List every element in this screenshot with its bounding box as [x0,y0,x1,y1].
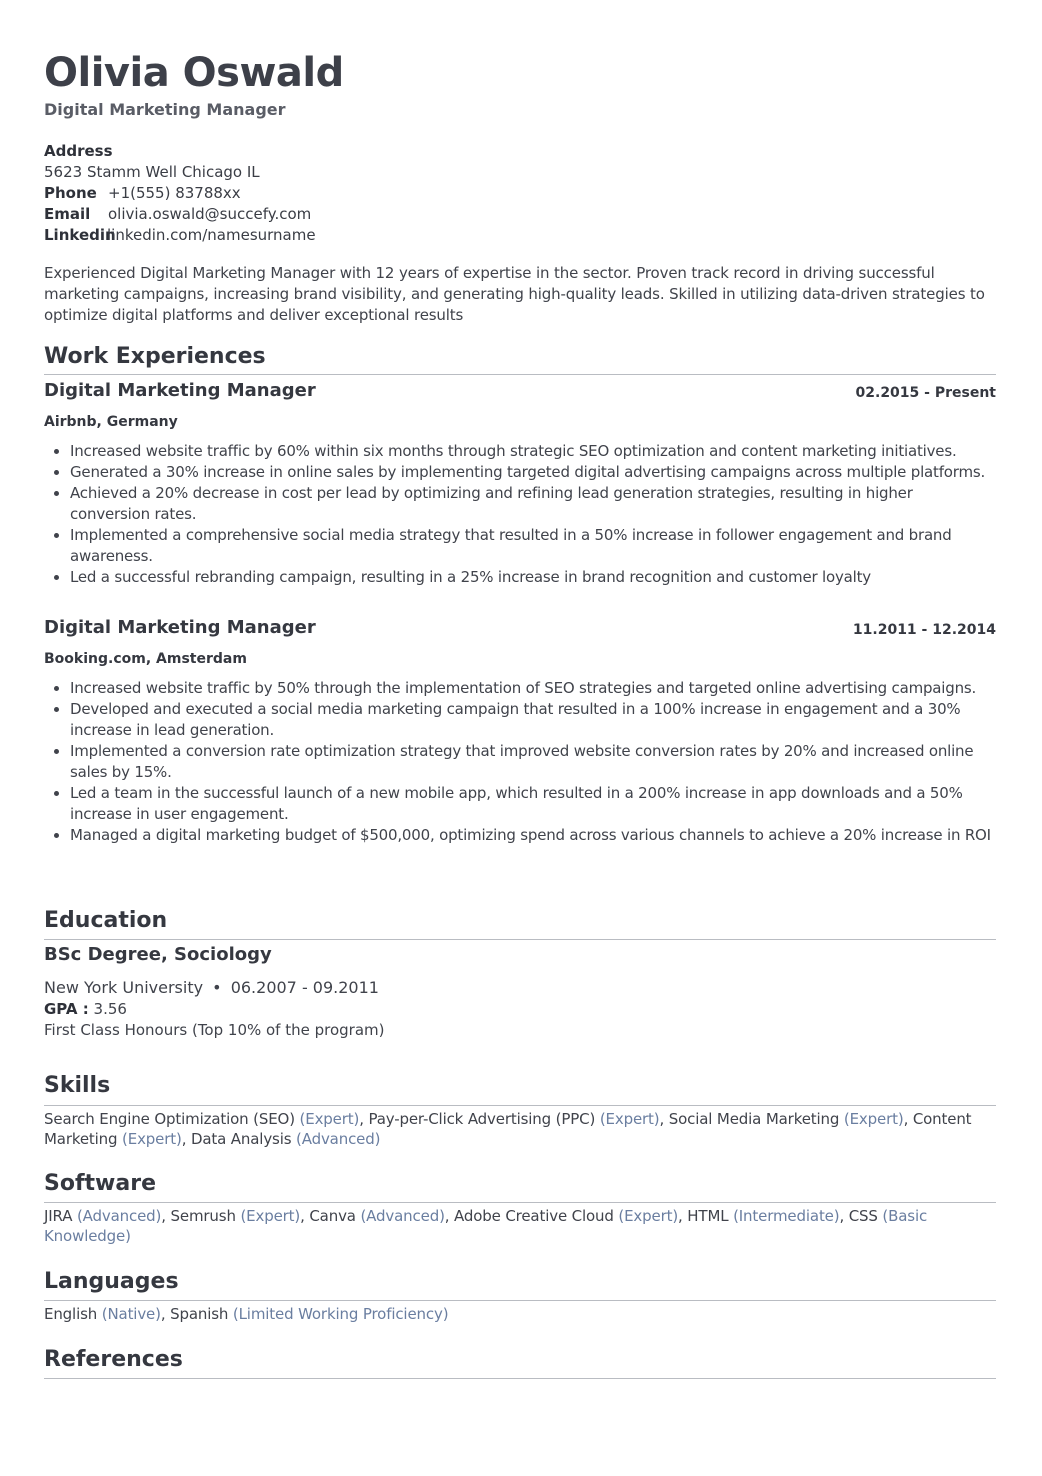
skill-name: Content Marketing [44,1110,972,1148]
software-list: JIRA (Advanced), Semrush (Expert), Canva (Advanced), Adobe Creative Cloud (Expert), HTML (Intermediate), CSS (Basic Knowledge) [44,1207,928,1245]
language-level: (Native) [101,1305,161,1323]
skill-name: Social Media Marketing [668,1110,840,1128]
skill-name: Pay-per-Click Advertising (PPC) [368,1110,596,1128]
candidate-title: Digital Marketing Manager [44,100,286,119]
job-dates: 11.2011 - 12.2014 [852,622,996,638]
education-section-title: Education [44,908,168,933]
list-item: • Implemented a comprehensive social media strategy that resulted in a 50% increase in follower engagement and brand awareness. [70,525,996,567]
skill-level: (Expert) [122,1130,182,1148]
skill-level: (Expert) [843,1110,904,1128]
job-dates: 02.2015 - Present [855,385,996,401]
skills-section-divider [44,1105,996,1106]
skills-list: Search Engine Optimization (SEO) (Expert), Pay-per-Click Advertising (PPC) (Expert), Social Media Marketing (Expert), Content Marketing (Expert), Data Analysis (Advanced) [44,1110,972,1148]
software-level: (Basic Knowledge) [44,1207,928,1245]
gpa-line [44,999,127,1020]
job-role: Digital Marketing Manager [44,380,316,401]
education-section-divider [44,939,996,940]
job-role: Digital Marketing Manager [44,617,316,638]
software-section-divider [44,1202,996,1203]
language-name: Spanish [170,1305,229,1323]
email-label: Email [44,205,91,223]
software-level: (Advanced) [360,1207,445,1225]
software-level: (Advanced) [76,1207,162,1225]
school-name: New York University [44,978,204,997]
phone-label: Phone [44,184,97,202]
references-section-title: References [44,1347,183,1372]
linkedin-value[interactable]: linkedin.com/namesurname [107,226,316,244]
list-item: • Developed and executed a social media marketing campaign that resulted in a 100% increase in engagement and a 30% increase in lead generation. [70,699,996,741]
candidate-name: Olivia Oswald [44,50,344,96]
work-section-divider [44,374,996,375]
skill-name: Search Engine Optimization (SEO) [44,1110,295,1128]
software-name: JIRA [44,1207,73,1225]
software-level: (Intermediate) [733,1207,840,1225]
software-level: (Expert) [240,1207,301,1225]
languages-section-title: Languages [44,1269,179,1294]
list-item: • Led a team in the successful launch of a new mobile app, which resulted in a 200% increase in app downloads and a 50% increase in user engagement. [70,783,996,825]
software-section-title: Software [44,1171,156,1196]
software-name: Semrush [170,1207,236,1225]
skill-level: (Advanced) [296,1130,381,1148]
skill-level: (Expert) [599,1110,660,1128]
honours-line: First Class Honours (Top 10% of the program) [44,1021,385,1039]
separator-dot: • [212,978,222,997]
languages-section-divider [44,1300,996,1301]
language-name: English [44,1305,98,1323]
address-value: 5623 Stamm Well Chicago IL [44,163,260,181]
list-item: • Generated a 30% increase in online sales by implementing targeted digital advertising campaigns across multiple platforms. [70,462,996,483]
skill-name: Data Analysis [190,1130,292,1148]
software-name: Adobe Creative Cloud [454,1207,614,1225]
degree-title: BSc Degree, Sociology [44,944,272,965]
software-name: CSS [848,1207,878,1225]
list-item: • Achieved a 20% decrease in cost per lead by optimizing and refining lead generation strategies, resulting in higher conversion rates. [70,483,996,525]
language-level: (Limited Working Proficiency) [232,1305,449,1323]
list-item: • Increased website traffic by 50% through the implementation of SEO strategies and targeted online advertising campaigns. [70,678,996,699]
education-school-line [44,977,379,998]
skills-section-title: Skills [44,1073,111,1098]
gpa-value: 3.56 [93,1000,127,1018]
list-item: • Led a successful rebranding campaign, resulting in a 25% increase in brand recognition and customer loyalty [70,567,996,588]
profile-summary: Experienced Digital Marketing Manager with 12 years of expertise in the sector. Proven track record in driving successful marketing campaigns, increasing brand visibility, and generating high-quality leads. Skilled in utilizing data-driven strategies to optimize digital platforms and deliver exceptional results [44,264,985,324]
job-bullets-1 [44,441,996,588]
software-name: Canva [309,1207,356,1225]
education-dates: 06.2007 - 09.2011 [230,978,379,997]
job-company: Airbnb, Germany [44,414,178,430]
list-item: • Implemented a conversion rate optimization strategy that improved website conversion rates by 20% and increased online sales by 15%. [70,741,996,783]
languages-list: English (Native), Spanish (Limited Working Proficiency) [44,1305,449,1323]
software-name: HTML [687,1207,729,1225]
job-company: Booking.com, Amsterdam [44,651,247,667]
email-value[interactable]: olivia.oswald@succefy.com [108,205,312,223]
job-header-1 [44,380,996,401]
list-item: • Increased website traffic by 60% within six months through strategic SEO optimization and content marketing initiatives. [70,441,996,462]
gpa-label: GPA : [44,1000,89,1018]
job-bullets-2 [44,678,996,846]
address-label: Address [44,142,113,160]
contact-block [44,141,316,246]
linkedin-label: Linkedin [44,226,116,244]
list-item: • Managed a digital marketing budget of $500,000, optimizing spend across various channels to achieve a 20% increase in ROI [70,825,996,846]
software-level: (Expert) [618,1207,679,1225]
work-section-title: Work Experiences [44,344,266,369]
job-header-2 [44,617,996,638]
references-section-divider [44,1378,996,1379]
skill-level: (Expert) [299,1110,360,1128]
phone-value: +1(555) 83788xx [108,184,241,202]
